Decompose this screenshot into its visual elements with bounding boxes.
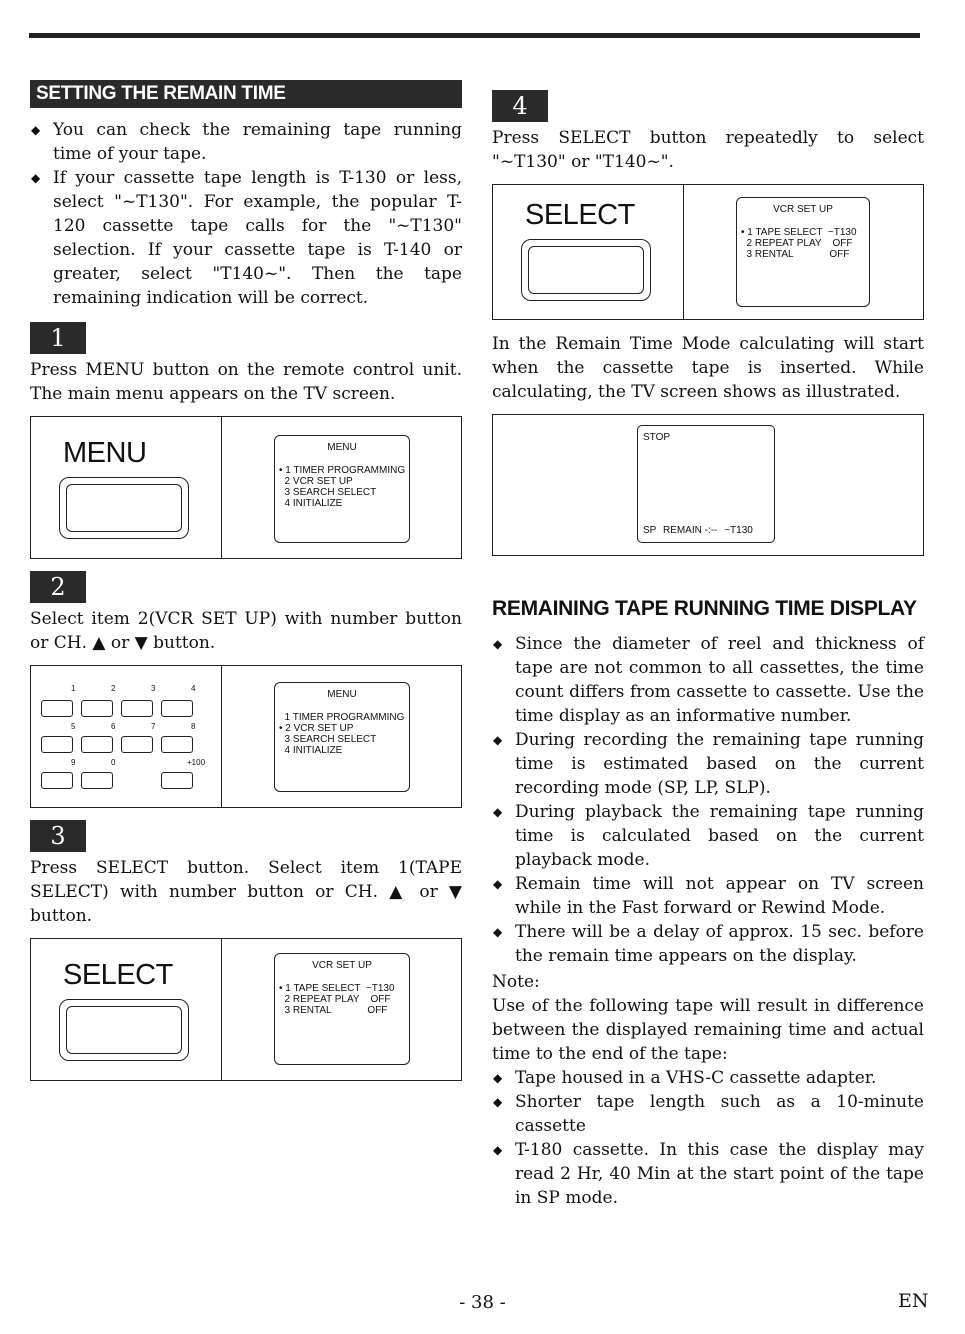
select-button-icon [59, 999, 189, 1061]
tv-screen-menu [274, 682, 410, 792]
tv-menu-item: 2 VCR SET UP [279, 476, 353, 487]
right-column [492, 90, 924, 1210]
step-2-illustration [30, 665, 462, 808]
tv-menu-item: 1 TIMER PROGRAMMING [279, 712, 405, 723]
note-title: Note: [492, 972, 540, 992]
tv-menu-item: • 1 TIMER PROGRAMMING [279, 465, 406, 476]
key-label: 1 [71, 684, 76, 693]
key-label: 0 [111, 758, 116, 767]
language-label: EN [898, 1290, 929, 1312]
step-1-text: Press MENU button on the remote control unit. The main menu appears on the TV screen. [30, 360, 462, 404]
bullet-item: ◆ During playback the remaining tape running time is calculated based on the current playback mode. [492, 800, 924, 872]
number-key [161, 736, 193, 753]
number-key [41, 772, 73, 789]
tv-menu-item: 3 SEARCH SELECT [279, 487, 377, 498]
bullet-item: ◆ If your cassette tape length is T-130 or less, select "~T130". For example, the popular T-120 cassette tape calls for the "~T130" selection. If your cassette tape is T-140 or greater, select "T140~". Then the tape remaining indication will be correct. [30, 166, 462, 310]
tv-status-stop: STOP [643, 432, 671, 443]
number-key [121, 700, 153, 717]
step-2-text: Select item 2(VCR SET UP) with number button or CH. ▲ or ▼ button. [30, 609, 462, 653]
number-key [81, 736, 113, 753]
key-label: 2 [111, 684, 116, 693]
tv-menu-item: 4 INITIALIZE [279, 498, 343, 509]
step-number-2: 2 [30, 571, 86, 603]
note-bullets [492, 1066, 924, 1210]
bullet-item: ◆ During recording the remaining tape running time is estimated based on the current recording mode (SP, LP, SLP). [492, 728, 924, 800]
remote-button-panel [31, 939, 222, 1080]
key-label: 9 [71, 758, 76, 767]
tv-mode: SP [643, 525, 657, 536]
select-button-label: SELECT [63, 959, 173, 991]
calc-text: In the Remain Time Mode calculating will start when the cassette tape is inserted. While calculating, the TV screen shows as illustrated. [492, 334, 924, 402]
step-4-illustration [492, 184, 924, 320]
bullet-item: ◆ T-180 cassette. In this case the display may read 2 Hr, 40 Min at the start point of the tape in SP mode. [492, 1138, 924, 1210]
bullet-item: ◆ Shorter tape length such as a 10-minute cassette [492, 1090, 924, 1138]
display-bullets [492, 632, 924, 968]
key-label: +100 [187, 758, 206, 767]
tv-menu-item: 4 INITIALIZE [279, 745, 343, 756]
tv-screen-title: VCR SET UP [773, 204, 833, 215]
number-keypad-panel [31, 666, 222, 807]
bullet-item: ◆ Remain time will not appear on TV screen while in the Fast forward or Rewind Mode. [492, 872, 924, 920]
key-label: 8 [191, 722, 196, 731]
note-text: Use of the following tape will result in difference between the displayed remaining time and actual time to the end of the tape: [492, 996, 924, 1064]
number-key [81, 700, 113, 717]
bullet-item: ◆ You can check the remaining tape running time of your tape. [30, 118, 462, 166]
section-title-remain-time: SETTING THE REMAIN TIME [30, 80, 462, 108]
number-key [161, 772, 193, 789]
number-key [81, 772, 113, 789]
tv-screen-vcr-setup [274, 953, 410, 1065]
bullet-item: ◆ Tape housed in a VHS-C cassette adapter. [492, 1066, 924, 1090]
key-label: 7 [151, 722, 156, 731]
tv-screen-title: VCR SET UP [312, 960, 372, 971]
tv-menu-item: 3 SEARCH SELECT [279, 734, 377, 745]
select-button-icon [521, 239, 651, 301]
page-number: - 38 - [459, 1292, 506, 1313]
section-title-remaining-display: REMAINING TAPE RUNNING TIME DISPLAY [492, 597, 917, 620]
tv-remain: REMAIN -:-- [662, 525, 718, 536]
left-column [30, 80, 462, 1081]
tv-screen-title: MENU [327, 442, 357, 453]
tv-tape: ~T130 [724, 525, 753, 536]
tv-menu-item: • 1 TAPE SELECT ~T130 [279, 983, 395, 994]
intro-bullets [30, 118, 462, 310]
step-number-1: 1 [30, 322, 86, 354]
remote-button-panel [31, 417, 222, 558]
tv-screen-vcr-setup [736, 197, 870, 307]
step-3-illustration [30, 938, 462, 1081]
step-1-illustration [30, 416, 462, 559]
tv-menu-item: 3 RENTAL OFF [741, 249, 850, 260]
step-3-text: Press SELECT button. Select item 1(TAPE SELECT) with number button or CH. ▲ or ▼ button. [30, 858, 462, 926]
calc-illustration [492, 414, 924, 556]
step-number-4: 4 [492, 90, 548, 122]
tv-screen-remain [637, 425, 775, 543]
step-4-text: Press SELECT button repeatedly to select "~T130" or "T140~". [492, 128, 924, 172]
select-button-label: SELECT [525, 199, 635, 231]
bullet-item: ◆ Since the diameter of reel and thickness of tape are not common to all cassettes, the time count differs from cassette to cassette. Use the time display as an informative number. [492, 632, 924, 728]
number-key [41, 736, 73, 753]
key-label: 6 [111, 722, 116, 731]
tv-menu-item: • 1 TAPE SELECT ~T130 [741, 227, 857, 238]
tv-menu-item: 3 RENTAL OFF [279, 1005, 388, 1016]
tv-screen-title: MENU [327, 689, 357, 700]
step-number-3: 3 [30, 820, 86, 852]
menu-button-label: MENU [63, 437, 147, 469]
number-key [41, 700, 73, 717]
number-key [121, 736, 153, 753]
top-rule [29, 33, 920, 38]
remote-button-panel [493, 185, 684, 319]
tv-menu-item: 2 REPEAT PLAY OFF [741, 238, 853, 249]
key-label: 4 [191, 684, 196, 693]
number-key [161, 700, 193, 717]
key-label: 5 [71, 722, 76, 731]
key-label: 3 [151, 684, 156, 693]
tv-screen-menu [274, 435, 410, 543]
bullet-item: ◆ There will be a delay of approx. 15 sec. before the remain time appears on the display. [492, 920, 924, 968]
tv-menu-item: • 2 VCR SET UP [279, 723, 354, 734]
tv-menu-item: 2 REPEAT PLAY OFF [279, 994, 391, 1005]
menu-button-icon [59, 477, 189, 539]
